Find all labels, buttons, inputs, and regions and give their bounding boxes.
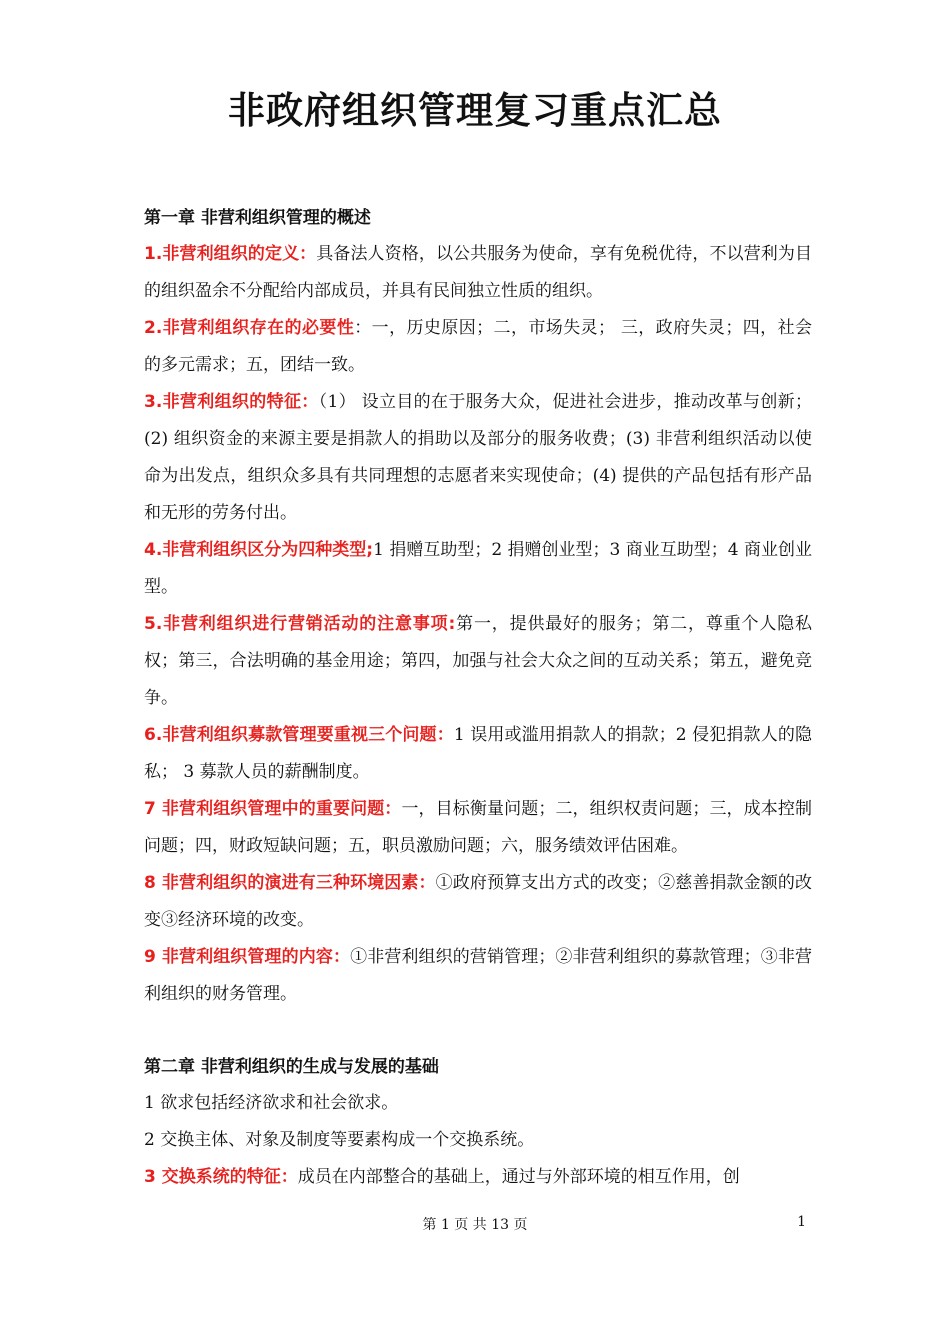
list-item: [144, 865, 812, 939]
list-item: [144, 791, 812, 865]
list-item: [144, 939, 812, 1013]
list-item: [144, 606, 812, 717]
item-label: 7 非营利组织管理中的重要问题：: [144, 799, 402, 819]
item-text: 成员在内部整合的基础上，通过与外部环境的相互作用，创: [297, 1167, 740, 1187]
item-text: 1 误用或滥用捐款人的捐款；2 侵犯捐款人的隐私； 3 募款人员的薪酬制度。: [144, 725, 812, 782]
list-item: [144, 384, 812, 532]
page-number: 1: [797, 1214, 806, 1230]
document-title: 非政府组织管理复习重点汇总: [228, 88, 722, 132]
chapter-2-heading: 第二章 非营利组织的生成与发展的基础: [144, 1057, 439, 1077]
list-item: 1 欲求包括经济欲求和社会欲求。: [144, 1093, 399, 1113]
list-item: [144, 310, 812, 384]
item-label: 2.非营利组织存在的必要性: [144, 318, 355, 338]
item-label: 8 非营利组织的演进有三种环境因素：: [144, 873, 436, 893]
chapter-1-heading: 第一章 非营利组织管理的概述: [144, 208, 371, 228]
page-info: 第 1 页 共 13 页: [422, 1217, 528, 1233]
item-text: 具备法人资格，以公共服务为使命，享有免税优待，不以营利为目的组织盈余不分配给内部成员，并具有民间独立性质的组织。: [144, 244, 812, 301]
item-label: 9 非营利组织管理的内容：: [144, 947, 351, 967]
item-label: 1.非营利组织的定义：: [144, 244, 317, 264]
item-label: 6.非营利组织募款管理要重视三个问题：: [144, 725, 454, 745]
list-item: [144, 1159, 812, 1196]
item-label: 4.非营利组织区分为四种类型;: [144, 540, 374, 560]
item-text: 1 捐赠互助型；2 捐赠创业型；3 商业互助型；4 商业创业型。: [144, 540, 812, 597]
item-text: 一，目标衡量问题；二，组织权责问题；三，成本控制问题；四，财政短缺问题；五，职员激励问题；六，服务绩效评估困难。: [144, 799, 813, 856]
document-body: [144, 200, 812, 1196]
item-text: （1） 设立目的在于服务大众，促进社会进步，推动改革与创新；(2) 组织资金的来源主要是捐款人的捐助以及部分的服务收费；(3) 非营利组织活动以使命为出发点，组织众多具有共同理想的志愿者来实现使命；(4) 提供的产品包括有形产品和无形的劳务付出。: [144, 392, 812, 523]
list-item: [144, 236, 812, 310]
list-item: 2 交换主体、对象及制度等要素构成一个交换系统。: [144, 1130, 535, 1150]
item-label: 3 交换系统的特征：: [144, 1167, 298, 1187]
item-text: ：一，历史原因；二，市场失灵； 三，政府失灵；四，社会的多元需求；五，团结一致。: [144, 318, 812, 375]
list-item: [144, 532, 812, 606]
item-text: 第一，提供最好的服务；第二，尊重个人隐私权；第三，合法明确的基金用途；第四，加强与社会大众之间的互动关系；第五，避免竞争。: [144, 614, 813, 708]
list-item: [144, 717, 812, 791]
item-label: 5.非营利组织进行营销活动的注意事项:: [144, 614, 456, 634]
item-text: ①非营利组织的营销管理；②非营利组织的募款管理；③非营利组织的财务管理。: [144, 947, 813, 1004]
item-text: ①政府预算支出方式的改变；②慈善捐款金额的改变③经济环境的改变。: [144, 873, 813, 930]
item-label: 3.非营利组织的特征：: [144, 392, 319, 412]
section-spacer: [144, 1013, 812, 1049]
